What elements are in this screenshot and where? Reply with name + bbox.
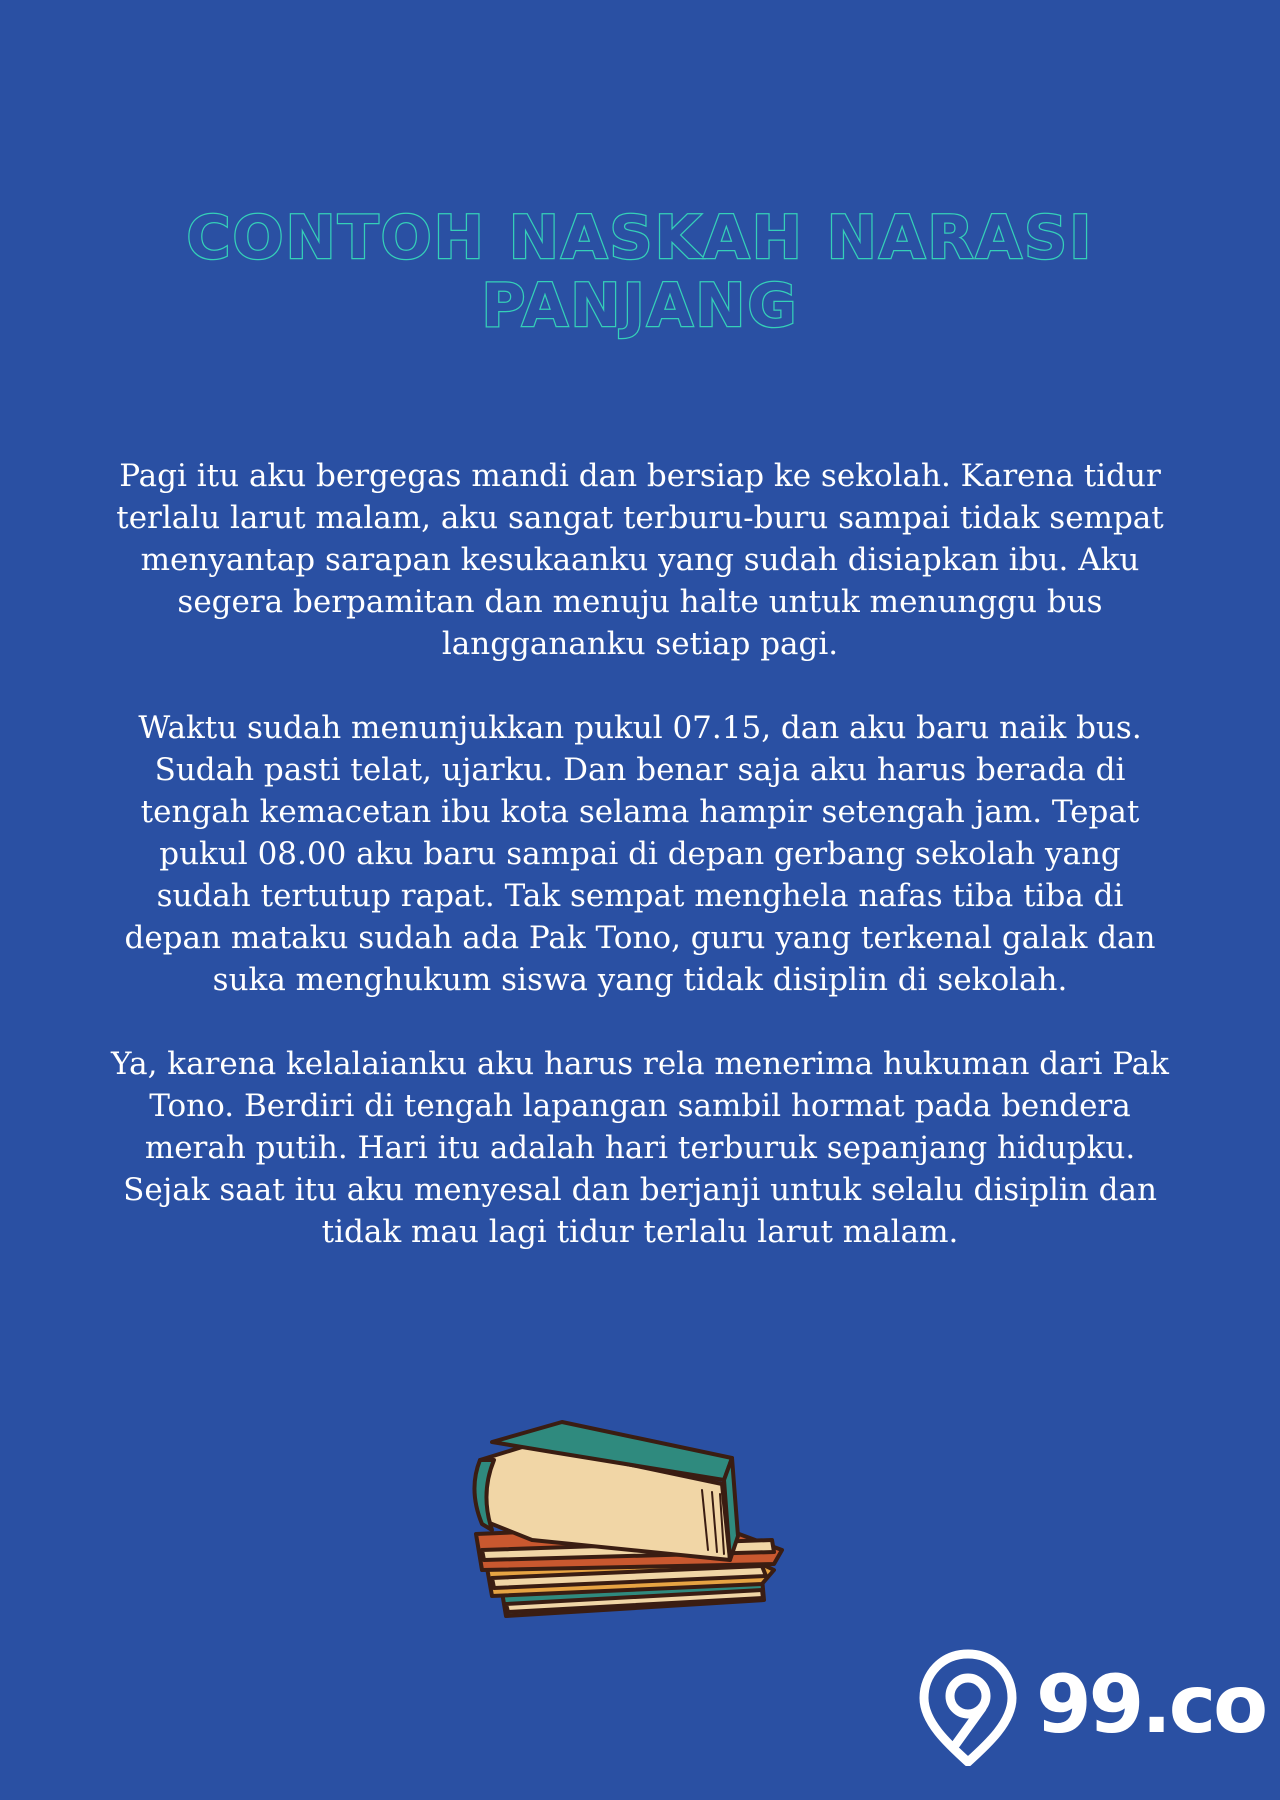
paragraph-3: Ya, karena kelalaianku aku harus rela menerima hukuman dari Pak Tono. Berdiri di tengah lapangan sambil hormat pada bendera merah putih. Hari itu adalah hari terburuk sepanjang hidupku. Sejak saat itu aku menyesal dan berjanji untuk selalu disiplin dan tidak mau lagi tidur terlalu larut malam. [111, 1046, 1169, 1250]
paragraph-2: Waktu sudah menunjukkan pukul 07.15, dan aku baru naik bus. Sudah pasti telat, ujarku. Dan benar saja aku harus berada di tengah kemacetan ibu kota selama hampir setengah jam. Tepat pukul 08.00 aku baru sampai di depan gerbang sekolah yang sudah tertutup rapat. Tak sempat menghela nafas tiba tiba di depan mataku sudah ada Pak Tono, guru yang terkenal galak dan suka menghukum siswa yang tidak disiplin di sekolah. [124, 710, 1156, 998]
brand-name: 99.co [1036, 1658, 1266, 1751]
title-line-2: PANJANG [481, 271, 799, 342]
page-title [140, 204, 1140, 340]
paragraph-1: Pagi itu aku bergegas mandi dan bersiap ke sekolah. Karena tidur terlalu larut malam, aku sangat terburu-buru sampai tidak sempat menyantap sarapan kesukaanku yang sudah disiapkan ibu. Aku segera berpamitan dan menuju halte untuk menunggu bus langgananku setiap pagi. [116, 458, 1164, 662]
stack-of-books-icon [462, 1400, 822, 1640]
title-line-1: CONTOH NASKAH NARASI [186, 203, 1094, 274]
brand-logo [918, 1648, 1266, 1766]
map-pin-logo-icon [918, 1648, 1018, 1766]
narrative-text [110, 455, 1170, 1295]
